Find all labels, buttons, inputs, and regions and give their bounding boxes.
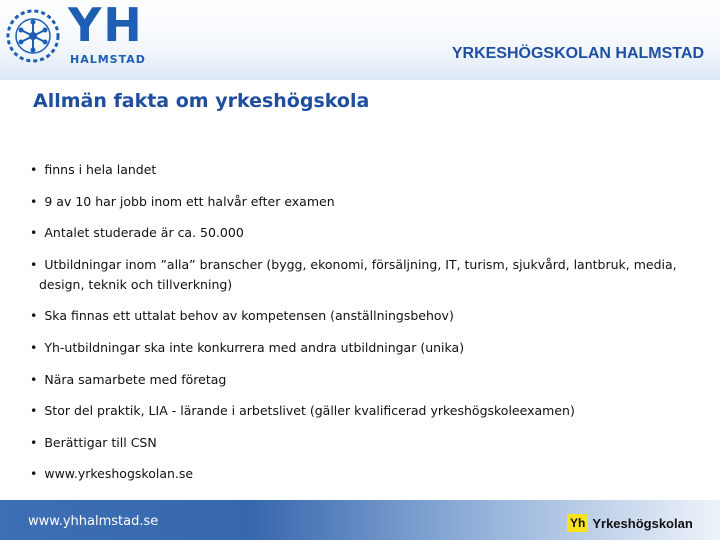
bullet-mark: • [30, 403, 38, 419]
bullet-mark: • [30, 193, 38, 209]
bullet-mark: • [30, 434, 38, 450]
footer-bar [0, 500, 720, 540]
bullet-mark: • [30, 256, 38, 272]
bullet-item [30, 255, 710, 295]
bullet-item [30, 306, 710, 326]
page-title: Allmän fakta om yrkeshögskola [33, 90, 370, 112]
bullet-text: Berättigar till CSN [44, 434, 157, 450]
bullet-text: Antalet studerade är ca. 50.000 [44, 225, 244, 241]
bullet-item [30, 401, 710, 421]
organization-name: YRKESHÖGSKOLAN HALMSTAD [451, 45, 704, 62]
bullet-item [30, 160, 710, 180]
bullet-mark: • [30, 162, 38, 177]
bullet-text-continuation: design, teknik och tillverkning) [39, 276, 233, 292]
logo-emblem-icon [5, 8, 61, 64]
bullet-text: Utbildningar inom ”alla” branscher (bygg, ekonomi, försäljning, IT, turism, sjukvård, lantbruk, media, [44, 256, 677, 272]
footer-logo-badge: Yh [567, 514, 588, 532]
bullet-mark: • [30, 466, 38, 482]
header-banner [0, 0, 720, 80]
bullet-text: Yh-utbildningar ska inte konkurrera med andra utbildningar (unika) [44, 339, 465, 355]
footer-url-link[interactable]: www.yhhalmstad.se [28, 514, 159, 529]
footer-logo-text: Yrkeshögskolan [592, 515, 693, 531]
logo-subtitle: HALMSTAD [70, 53, 146, 66]
bullet-item [30, 464, 710, 484]
bullet-mark: • [30, 225, 38, 241]
logo-wordmark: YH [68, 0, 144, 52]
bullet-item [30, 370, 710, 390]
bullet-mark: • [30, 371, 38, 387]
bullet-list [30, 160, 710, 496]
bullet-link[interactable]: www.yrkeshogskolan.se [44, 466, 194, 482]
bullet-text: Ska finnas ett uttalat behov av kompetensen (anställningsbehov) [44, 308, 454, 324]
bullet-text: Stor del praktik, LIA - lärande i arbetslivet (gäller kvalificerad yrkeshögskoleexamen) [44, 403, 575, 419]
bullet-item [30, 223, 710, 243]
bullet-text: finns i hela landet [44, 162, 157, 177]
bullet-text: Nära samarbete med företag [44, 371, 227, 387]
bullet-mark: • [30, 308, 38, 324]
bullet-item [30, 338, 710, 358]
bullet-item [30, 433, 710, 453]
bullet-text: 9 av 10 har jobb inom ett halvår efter examen [44, 193, 335, 209]
bullet-item [30, 192, 710, 212]
footer-logo [567, 513, 693, 533]
bullet-mark: • [30, 339, 38, 355]
